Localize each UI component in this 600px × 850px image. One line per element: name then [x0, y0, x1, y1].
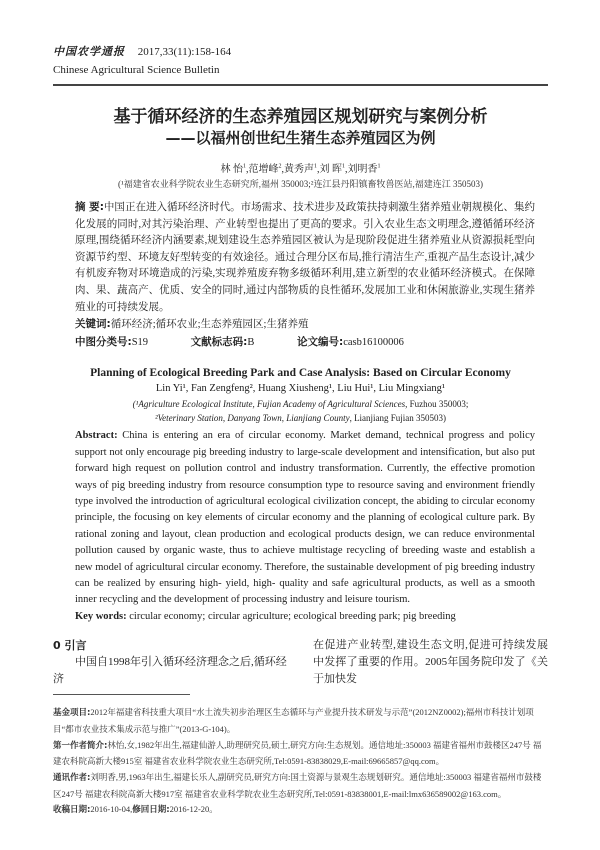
footnote-text: 林怡,女,1982年出生,福建仙游人,助理研究员,硕士,研究方向:生态规划。通信地址:350003 福建省福州市鼓楼区247号 福建农科院高新大楼915室 福建省农业科学院农业生态研究所,Tel:0591-83838029,E-mail:69665857@qq.com。	[53, 739, 542, 767]
journal-name-en: Chinese Agricultural Science Bulletin	[53, 64, 220, 76]
footnote-text: 2016-12-20。	[169, 804, 218, 815]
keywords-en-text: circular economy; circular agriculture; ecological breeding park; pig breeding	[129, 610, 456, 622]
footnote-first-author	[53, 738, 548, 770]
affiliation-en-plain: , Lianjiang Fujian 350503)	[349, 413, 447, 424]
footnote-label: 收稿日期:	[53, 805, 91, 816]
right-column-wrap	[313, 637, 548, 688]
abstract-cn	[75, 199, 535, 316]
paper-subtitle: ——以福州创世纪生猪生态养殖园区为例	[165, 129, 436, 147]
footnote-dates	[53, 802, 548, 819]
body-right-column: 在促进产业转型,建设生态文明,促进可持续发展中发挥了重要的作用。2005年国务院印发了《关于加快发	[313, 639, 548, 686]
body-columns	[53, 637, 548, 688]
clc-label: 中图分类号:	[75, 335, 132, 348]
clc-value: S19	[131, 336, 149, 348]
abstract-cn-label: 摘 要:	[75, 201, 104, 213]
keywords-en-label: Key words:	[75, 610, 127, 622]
paper-id-value: casb16100006	[343, 336, 404, 348]
authors-cn: 林 怡$^1$,范增峰$^2$,黄秀声$^1$,刘 晖$^1$,刘明香$^1$	[220, 163, 381, 175]
author-sup: 1	[314, 163, 317, 170]
footnote-label: 基金项目:	[53, 708, 91, 719]
footnote-text: 2016-10-04,	[90, 804, 133, 815]
body-left-column: 中国自1998年引入循环经济理念之后,循环经济	[53, 656, 287, 686]
doc-code-value: B	[247, 336, 255, 348]
affiliation-en-italic: ²Veterinary Station, Danyang Town, Lianjiang County	[154, 413, 350, 424]
abstract-en	[75, 428, 535, 608]
affiliation-en-2	[53, 411, 548, 425]
affiliation-en-plain: , Fuzhou 350003;	[405, 399, 469, 410]
footnote-label: 第一作者简介:	[53, 740, 108, 751]
abstract-en-text: China is entering an era of circular economy. Market demand, technical progress and policy support not only encourage pig breeding industry to large-scale development and intensification, but also put forward high request on pollution control and industry transformation. Currently, the effective promotion ways of pig breeding industry from resource consumption type to resource saving and environment friendly type involved the introduction of agricultural ecological civilization concept, the abiding to circular economy principle, the focusing on key elements of circular economy and the planning of ecological culture park. By rational zoning and layout, clean production and ecological products design, we can reduce environmental pollution caused by organic waste, thus to achieve multistage recycling of breeding waste and establish a new model of agricultural circular economy. Therefore, the sustainable development of pig breeding industry can be realized by ensuring high- yield, high- quality and safe agricultural products, as well as a smooth inner recycling and the development of processing industry and leisure tourism.	[75, 430, 536, 606]
paper-title: 基于循环经济的生态养殖园区规划研究与案例分析	[113, 107, 488, 127]
footnote-text: 2012年福建省科技重大项目“水土流失初步治理区生态循环与产业提升技术研发与示范”(2012NZ0002);福州市科技计划项目“都市农业技术集成示范与推广”(2013-G-104)。	[53, 707, 534, 734]
footnote-label: 修回日期:	[132, 805, 170, 816]
journal-name-cn: 中国农学通报	[53, 46, 125, 58]
keywords-cn-text: 循环经济;循环农业;生态养殖园区;生猪养殖	[110, 319, 309, 331]
section-heading: 0 引言	[53, 639, 87, 653]
footnote-rule	[53, 694, 190, 695]
author-sup: 2	[278, 163, 282, 170]
abstract-en-label: Abstract:	[75, 430, 118, 442]
author-sup: 1	[342, 163, 345, 170]
left-column-wrap	[53, 637, 288, 688]
affiliation-en-1	[53, 397, 548, 411]
header-rule	[53, 84, 548, 86]
author: 林 怡	[220, 164, 243, 175]
citation: 2017,33(11):158-164	[137, 46, 232, 58]
footnote-label: 通讯作者:	[53, 773, 91, 784]
author: 范增峰	[248, 164, 279, 175]
paper-title-en: Planning of Ecological Breeding Park and Case Analysis: Based on Circular Economy	[90, 367, 511, 380]
keywords-cn-label: 关键词:	[75, 318, 111, 331]
affiliations-cn: (¹福建省农业科学院农业生态研究所,福州 350003;²连江县丹阳镇畜牧兽医站,福建连江 350503)	[118, 179, 483, 189]
author-sup: 1	[377, 163, 381, 170]
authors-en: Lin Yi¹, Fan Zengfeng², Huang Xiusheng¹, Liu Hui¹, Liu Mingxiang¹	[155, 383, 446, 395]
abstract-cn-text: 中国正在进入循环经济时代。市场需求、技术进步及政策扶持刺激生猪养殖业朝规模化、集约化发展的同时,对其污染治理、产业转型也提出了更高的要求。引入农业生态文明理念,遵循循环经济原理,围绕循环经济内涵要素,规划建设生态养殖园区被认为是现阶段促进生猪养殖业从资源损耗型向资源节约型、环境友好型转变的有效途径。通过合理分区布局,推行清洁生产,重视产品生态设计,减少有机废弃物对环境造成的污染,实现养殖废弃物多级循环利用,建立新型的农业循环经济模式。在保障肉、果、蔬高产、优质、安全的同时,通过内部物质的良性循环,发展加工业和休闲旅游业,实现生猪养殖业的可持续发展。	[75, 202, 536, 313]
running-header	[53, 44, 548, 60]
author: 刘 晖	[319, 164, 342, 175]
author-sup: 1	[243, 163, 246, 170]
keywords-cn	[75, 316, 535, 334]
doc-code-label: 文献标志码:	[190, 335, 248, 348]
footnote-corresponding-author	[53, 770, 548, 802]
author: 黄秀声	[284, 164, 314, 175]
paper-id-label: 论文编号:	[297, 335, 344, 348]
footnote-text: 刘明香,男,1963年出生,福建长乐人,副研究员,研究方向:国土资源与景观生态规划研究。通信地址:350003 福建省福州市鼓楼区247号 福建农科院高新大楼917室 福建省农业科学院农业生态研究所,Tel:0591-83838001,E-mail:lmx636589002@163.com。	[53, 772, 542, 799]
classification-line	[75, 334, 535, 352]
footnotes	[53, 705, 548, 819]
footnote-funding	[53, 705, 548, 737]
affiliation-en-italic: (¹Agriculture Ecological Institute, Fujian Academy of Agricultural Sciences	[132, 399, 406, 410]
keywords-en	[75, 609, 535, 625]
author: 刘明香	[347, 164, 378, 175]
